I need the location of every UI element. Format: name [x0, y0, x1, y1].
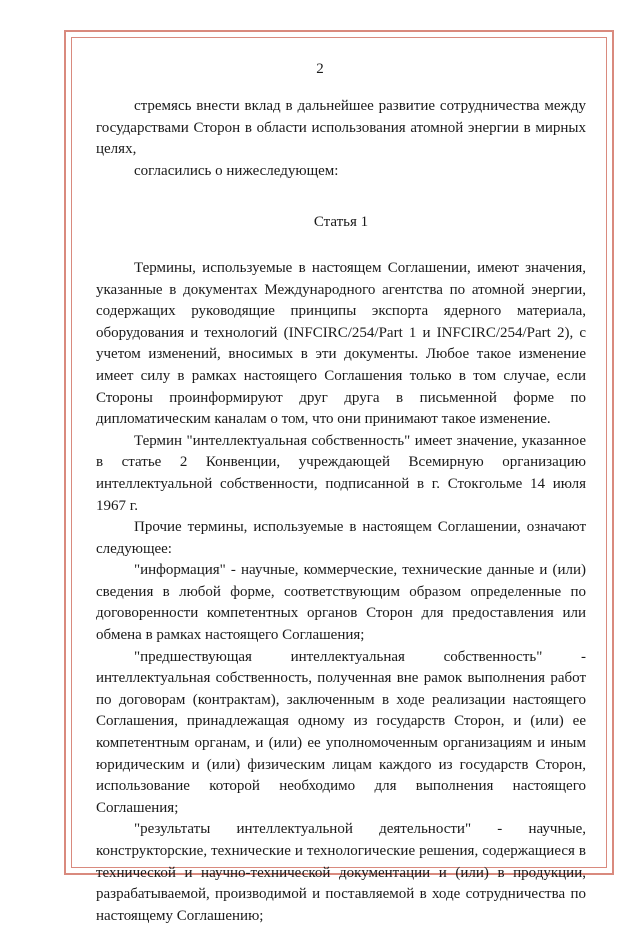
definition-paragraph: "результаты интеллектуальной деятельности" - научные, конструкторские, технические и технологические решения, содержащиеся в технической и научно-технической документации и (или) в продукции, разрабатываемой, производимой и поставляемой в ходе сотрудничества по настоящему Соглашению;	[96, 821, 586, 924]
preamble-paragraph: стремясь внести вклад в дальнейшее развитие сотрудничества между государствами Сторон в области использования атомной энергии в мирных целях,	[96, 98, 586, 158]
page-number: 2	[316, 61, 324, 77]
definition-paragraph: "предшествующая интеллектуальная собственность" - интеллектуальная собственность, полученная вне рамок выполнения работ по договорам (контрактам), заключенным в ходе реализации настоящего Соглашения, принадлежащая одному из государств Сторон, и (или) ее компетентным органам, и (или) ее уполномоченным организациям и иным юридическим и (или) физическим лицам каждого из государств Сторон, использование которой необходимо для выполнения настоящего Соглашения;	[96, 648, 586, 816]
definition-paragraph: "информация" - научные, коммерческие, технические данные и (или) сведения в любой форме, соответствующим образом определенные по договоренности компетентных органов Сторон для предоставления или обмена в рамках настоящего Соглашения;	[96, 562, 586, 644]
document-body	[96, 96, 586, 927]
article-paragraph: Прочие термины, используемые в настоящем Соглашении, означают следующее:	[96, 519, 586, 557]
preamble-agreement-line: согласились о нижеследующем:	[134, 162, 339, 179]
article-paragraph: Термин "интеллектуальная собственность" имеет значение, указанное в статье 2 Конвенции, учреждающей Всемирную организацию интеллектуальной собственности, подписанной в г. Стокгольме 14 июля 1967 г.	[96, 432, 586, 514]
article-paragraph: Термины, используемые в настоящем Соглашении, имеют значения, указанные в документах Международного агентства по атомной энергии, содержащих руководящие принципы экспорта ядерного материала, оборудования и технологий (INFCIRC/254/Part 1 и INFCIRC/254/Part 2), с учетом изменений, вносимых в эти документы. Любое такое изменение имеет силу в рамках настоящего Соглашения только в том случае, если Стороны проинформируют друг друга в письменной форме по дипломатическим каналам о том, что они принимают такое изменение.	[96, 259, 586, 428]
article-heading: Статья 1	[313, 214, 369, 231]
